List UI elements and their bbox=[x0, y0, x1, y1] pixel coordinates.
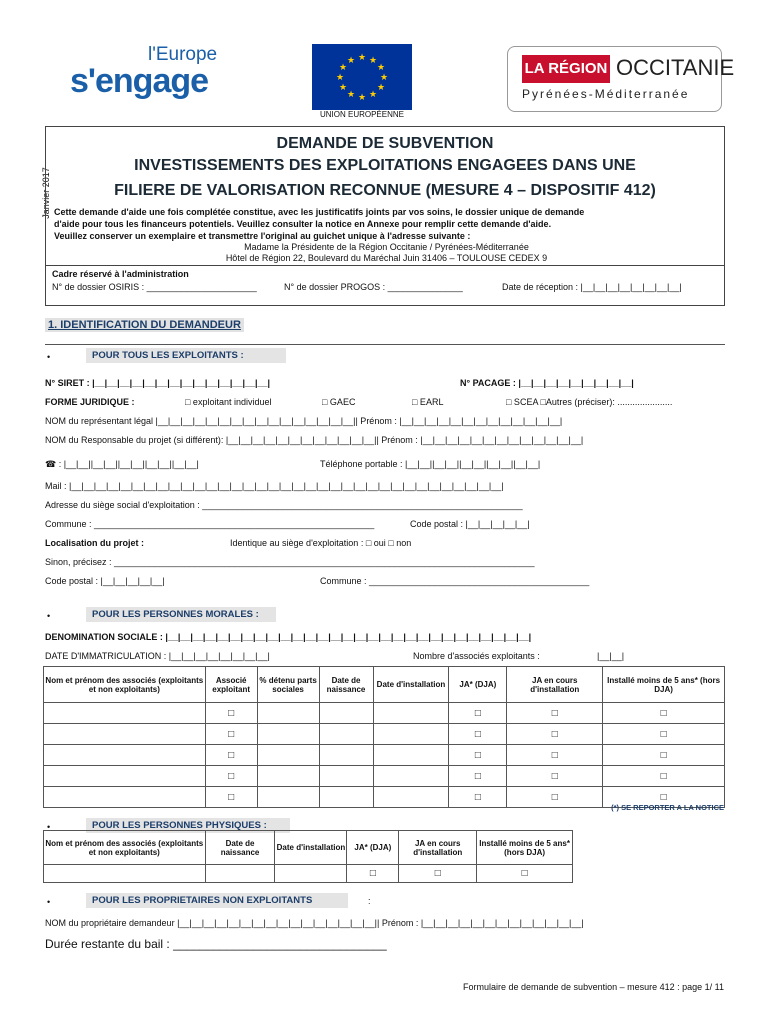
table-cell[interactable] bbox=[319, 703, 373, 724]
table-header: Date d'installation bbox=[275, 831, 347, 865]
proprietaire-field[interactable]: NOM du propriétaire demandeur |__|__|__|__|__|__|__|__|__|__|__|__|__|__|__|__|| Prénom : |__|__|__|__|__|__|__|__|__|__|__|__|__| bbox=[45, 918, 584, 928]
code-postal-field[interactable]: Code postal : |__|__|__|__|__| bbox=[410, 519, 530, 529]
table-row bbox=[44, 766, 725, 787]
svg-text:★: ★ bbox=[357, 93, 367, 103]
svg-text:★: ★ bbox=[346, 56, 356, 66]
table-row bbox=[44, 745, 725, 766]
table-header: Associé exploitant bbox=[205, 667, 257, 703]
svg-text:★: ★ bbox=[346, 90, 356, 100]
table-cell[interactable] bbox=[319, 724, 373, 745]
checkbox[interactable]: □ bbox=[603, 703, 725, 724]
checkbox[interactable]: □ bbox=[205, 724, 257, 745]
table-header: Date d'installation bbox=[373, 667, 449, 703]
forme-juridique-label: FORME JURIDIQUE : bbox=[45, 397, 135, 407]
checkbox[interactable]: □ bbox=[399, 865, 477, 883]
table-cell[interactable] bbox=[44, 745, 206, 766]
bullet-icon: • bbox=[47, 897, 51, 907]
checkbox[interactable]: □ bbox=[603, 745, 725, 766]
nb-associes-field[interactable]: |__|__| bbox=[597, 651, 625, 661]
logo-text: l'Europe bbox=[148, 44, 218, 65]
siret-field[interactable]: N° SIRET : |__|__|__|__|__|__|__|__|__|__|__|__|__|__| bbox=[45, 378, 271, 388]
table-cell[interactable] bbox=[44, 724, 206, 745]
table-cell[interactable] bbox=[257, 787, 319, 808]
table-cell[interactable] bbox=[257, 703, 319, 724]
svg-text:★: ★ bbox=[376, 83, 386, 93]
checkbox[interactable]: □ bbox=[507, 766, 603, 787]
checkbox[interactable]: □ bbox=[449, 724, 507, 745]
commune-projet-field[interactable]: Commune : ____________________________________________ bbox=[320, 576, 590, 586]
commune-field[interactable]: Commune : ________________________________________________________ bbox=[45, 519, 375, 529]
table-cell[interactable] bbox=[373, 703, 449, 724]
table-cell[interactable] bbox=[319, 787, 373, 808]
pacage-field[interactable]: N° PACAGE : |__|__|__|__|__|__|__|__|__| bbox=[460, 378, 634, 388]
table-header: Nom et prénom des associés (exploitants et non exploitants) bbox=[44, 667, 206, 703]
associes-physiques-table bbox=[43, 830, 573, 883]
checkbox[interactable]: □ bbox=[205, 745, 257, 766]
admin-title: Cadre réservé à l'administration bbox=[52, 269, 189, 279]
table-cell[interactable] bbox=[257, 745, 319, 766]
nb-associes-label: Nombre d'associés exploitants : bbox=[413, 651, 540, 661]
checkbox[interactable]: □ bbox=[347, 865, 399, 883]
svg-text:★: ★ bbox=[376, 63, 386, 73]
table-header-row bbox=[44, 831, 573, 865]
adresse-siege-field[interactable]: Adresse du siège social d'exploitation : ________________________________________________________________ bbox=[45, 500, 523, 510]
divider bbox=[45, 344, 725, 345]
table-row bbox=[44, 865, 573, 883]
progos-field[interactable]: N° de dossier PROGOS : _______________ bbox=[284, 282, 463, 292]
bullet-icon: • bbox=[47, 352, 51, 362]
table-header: Installé moins de 5 ans* (hors DJA) bbox=[603, 667, 725, 703]
checkbox[interactable]: □ bbox=[507, 724, 603, 745]
eu-logo bbox=[312, 44, 412, 119]
checkbox[interactable]: □ bbox=[603, 787, 725, 808]
osiris-field[interactable]: N° de dossier OSIRIS : ______________________ bbox=[52, 282, 257, 292]
table-row bbox=[44, 724, 725, 745]
representant-legal-field[interactable]: NOM du représentant légal |__|__|__|__|__|__|__|__|__|__|__|__|__|__|__|__|| Prénom : |__|__|__|__|__|__|__|__|__|__|__|__|__| bbox=[45, 416, 563, 426]
associes-morales-table bbox=[43, 666, 725, 808]
checkbox[interactable]: □ bbox=[205, 787, 257, 808]
subheading-tous: POUR TOUS LES EXPLOITANTS : bbox=[86, 348, 286, 363]
table-cell[interactable] bbox=[373, 787, 449, 808]
table-cell[interactable] bbox=[44, 703, 206, 724]
colon: : bbox=[368, 896, 371, 906]
table-cell[interactable] bbox=[257, 766, 319, 787]
forme-option-earl[interactable]: □ EARL bbox=[412, 397, 444, 407]
logo-text: s'engage bbox=[70, 62, 209, 100]
eu-caption: UNION EUROPÉENNE bbox=[319, 110, 404, 119]
svg-text:★: ★ bbox=[338, 83, 348, 93]
sinon-precisez-field[interactable]: Sinon, précisez : ____________________________________________________________________________________ bbox=[45, 557, 535, 567]
checkbox[interactable]: □ bbox=[477, 865, 573, 883]
forme-option-individuel[interactable]: □ exploitant individuel bbox=[185, 397, 272, 407]
forme-option-scea-autres[interactable]: □ SCEA □Autres (préciser): ...................... bbox=[506, 397, 673, 407]
table-header: Nom et prénom des associés (exploitants et non exploitants) bbox=[44, 831, 206, 865]
table-cell[interactable] bbox=[373, 766, 449, 787]
svg-text:★: ★ bbox=[368, 90, 378, 100]
checkbox[interactable]: □ bbox=[507, 745, 603, 766]
side-date: Janvier 2017 bbox=[41, 167, 51, 219]
table-cell[interactable] bbox=[44, 766, 206, 787]
svg-text:★: ★ bbox=[357, 53, 367, 63]
checkbox[interactable]: □ bbox=[507, 787, 603, 808]
bullet-icon: • bbox=[47, 822, 51, 832]
svg-text:★: ★ bbox=[338, 63, 348, 73]
logo-text: OCCITANIE bbox=[616, 55, 735, 80]
table-header: JA en cours d'installation bbox=[399, 831, 477, 865]
table-cell[interactable] bbox=[373, 745, 449, 766]
mail-field[interactable]: Mail : |__|__|__|__|__|__|__|__|__|__|__|__|__|__|__|__|__|__|__|__|__|__|__|__|__|__|__|__|__|__|__|__|__|__|__| bbox=[45, 481, 504, 491]
table-header: % détenu parts sociales bbox=[257, 667, 319, 703]
intro-p3: Veuillez conserver un exemplaire et transmettre l'original au guichet unique à l'adresse suivante : bbox=[54, 231, 471, 241]
page-footer: Formulaire de demande de subvention – mesure 412 : page 1/ 11 bbox=[463, 982, 724, 992]
svg-text:★: ★ bbox=[335, 73, 345, 83]
title-line-2: INVESTISSEMENTS DES EXPLOITATIONS ENGAGEES DANS UNE bbox=[134, 157, 636, 174]
table-header-row bbox=[44, 667, 725, 703]
admin-box bbox=[46, 265, 724, 305]
checkbox[interactable]: □ bbox=[205, 766, 257, 787]
title-line-3: FILIERE DE VALORISATION RECONNUE (MESURE 4 – DISPOSITIF 412) bbox=[114, 182, 656, 199]
checkbox[interactable]: □ bbox=[603, 766, 725, 787]
subheading-physiques: POUR LES PERSONNES PHYSIQUES : bbox=[86, 818, 290, 833]
checkbox[interactable]: □ bbox=[603, 724, 725, 745]
intro-p1: Cette demande d'aide une fois complétée constitue, avec les justificatifs joints par vos soins, le dossier unique de demande bbox=[54, 207, 585, 217]
localisation-identique-options[interactable]: Identique au siège d'exploitation : □ oui □ non bbox=[230, 538, 412, 548]
section-heading: 1. IDENTIFICATION DU DEMANDEUR bbox=[45, 318, 244, 332]
table-cell[interactable] bbox=[275, 865, 347, 883]
bullet-icon: • bbox=[47, 611, 51, 621]
checkbox[interactable]: □ bbox=[449, 766, 507, 787]
checkbox[interactable]: □ bbox=[507, 703, 603, 724]
title-box bbox=[45, 126, 725, 306]
denomination-sociale-field[interactable]: DENOMINATION SOCIALE : |__|__|__|__|__|__|__|__|__|__|__|__|__|__|__|__|__|__|__|__|__|__|__|__|__|__|__|__|__| bbox=[45, 632, 532, 642]
region-occitanie-logo bbox=[507, 46, 735, 112]
europe-sengage-logo bbox=[70, 44, 218, 104]
logo-text: LA RÉGION bbox=[522, 55, 610, 83]
logo-text: Pyrénées-Méditerranée bbox=[522, 87, 690, 101]
table-header: JA* (DJA) bbox=[449, 667, 507, 703]
table-header: Date de naissance bbox=[205, 831, 275, 865]
responsable-projet-field[interactable]: NOM du Responsable du projet (si différent): |__|__|__|__|__|__|__|__|__|__|__|__|| Prénom : |__|__|__|__|__|__|__|__|__|__|__|__|__| bbox=[45, 435, 584, 445]
checkbox[interactable]: □ bbox=[449, 787, 507, 808]
checkbox[interactable]: □ bbox=[449, 703, 507, 724]
notice-reference: (*) SE REPORTER A LA NOTICE bbox=[611, 803, 724, 812]
telephone-field[interactable]: ☎ : |__|__||__|__||__|__||__|__||__|__| bbox=[45, 459, 199, 469]
forme-option-gaec[interactable]: □ GAEC bbox=[322, 397, 356, 407]
subheading-proprietaires: POUR LES PROPRIETAIRES NON EXPLOITANTS bbox=[86, 893, 348, 908]
address-line-1: Madame la Présidente de la Région Occitanie / Pyrénées-Méditerranée bbox=[244, 242, 529, 252]
code-postal-projet-field[interactable]: Code postal : |__|__|__|__|__| bbox=[45, 576, 165, 586]
table-cell[interactable] bbox=[319, 745, 373, 766]
table-cell[interactable] bbox=[44, 787, 206, 808]
duree-bail-field[interactable]: Durée restante du bail : ________________________________ bbox=[45, 937, 387, 951]
intro-p2: d'aide pour tous les financeurs potentiels. Veuillez consulter la notice en Annexe pour remplir cette demande d'aide. bbox=[54, 219, 552, 229]
table-header: Date de naissance bbox=[319, 667, 373, 703]
checkbox[interactable]: □ bbox=[205, 703, 257, 724]
table-cell[interactable] bbox=[319, 766, 373, 787]
table-row bbox=[44, 703, 725, 724]
table-cell[interactable] bbox=[44, 865, 206, 883]
table-cell[interactable] bbox=[205, 865, 275, 883]
table-header: JA en cours d'installation bbox=[507, 667, 603, 703]
portable-field[interactable]: Téléphone portable : |__|__||__|__||__|__||__|__||__|__| bbox=[320, 459, 541, 469]
table-cell[interactable] bbox=[257, 724, 319, 745]
table-header: JA* (DJA) bbox=[347, 831, 399, 865]
table-header: Installé moins de 5 ans* (hors DJA) bbox=[477, 831, 573, 865]
address-line-2: Hôtel de Région 22, Boulevard du Maréchal Juin 31406 – TOULOUSE CEDEX 9 bbox=[225, 253, 548, 263]
svg-text:★: ★ bbox=[368, 56, 378, 66]
svg-text:★: ★ bbox=[379, 73, 389, 83]
table-cell[interactable] bbox=[373, 724, 449, 745]
subheading-morales: POUR LES PERSONNES MORALES : bbox=[86, 607, 276, 622]
eu-flag-icon bbox=[312, 44, 412, 110]
date-immatriculation-field[interactable]: DATE D'IMMATRICULATION : |__|__|__|__|__|__|__|__| bbox=[45, 651, 270, 661]
title-line-1: DEMANDE DE SUBVENTION bbox=[276, 135, 494, 152]
localisation-label: Localisation du projet : bbox=[45, 538, 145, 548]
checkbox[interactable]: □ bbox=[449, 745, 507, 766]
reception-date-field[interactable]: Date de réception : |__|__|__|__|__|__|__|__| bbox=[502, 282, 682, 292]
